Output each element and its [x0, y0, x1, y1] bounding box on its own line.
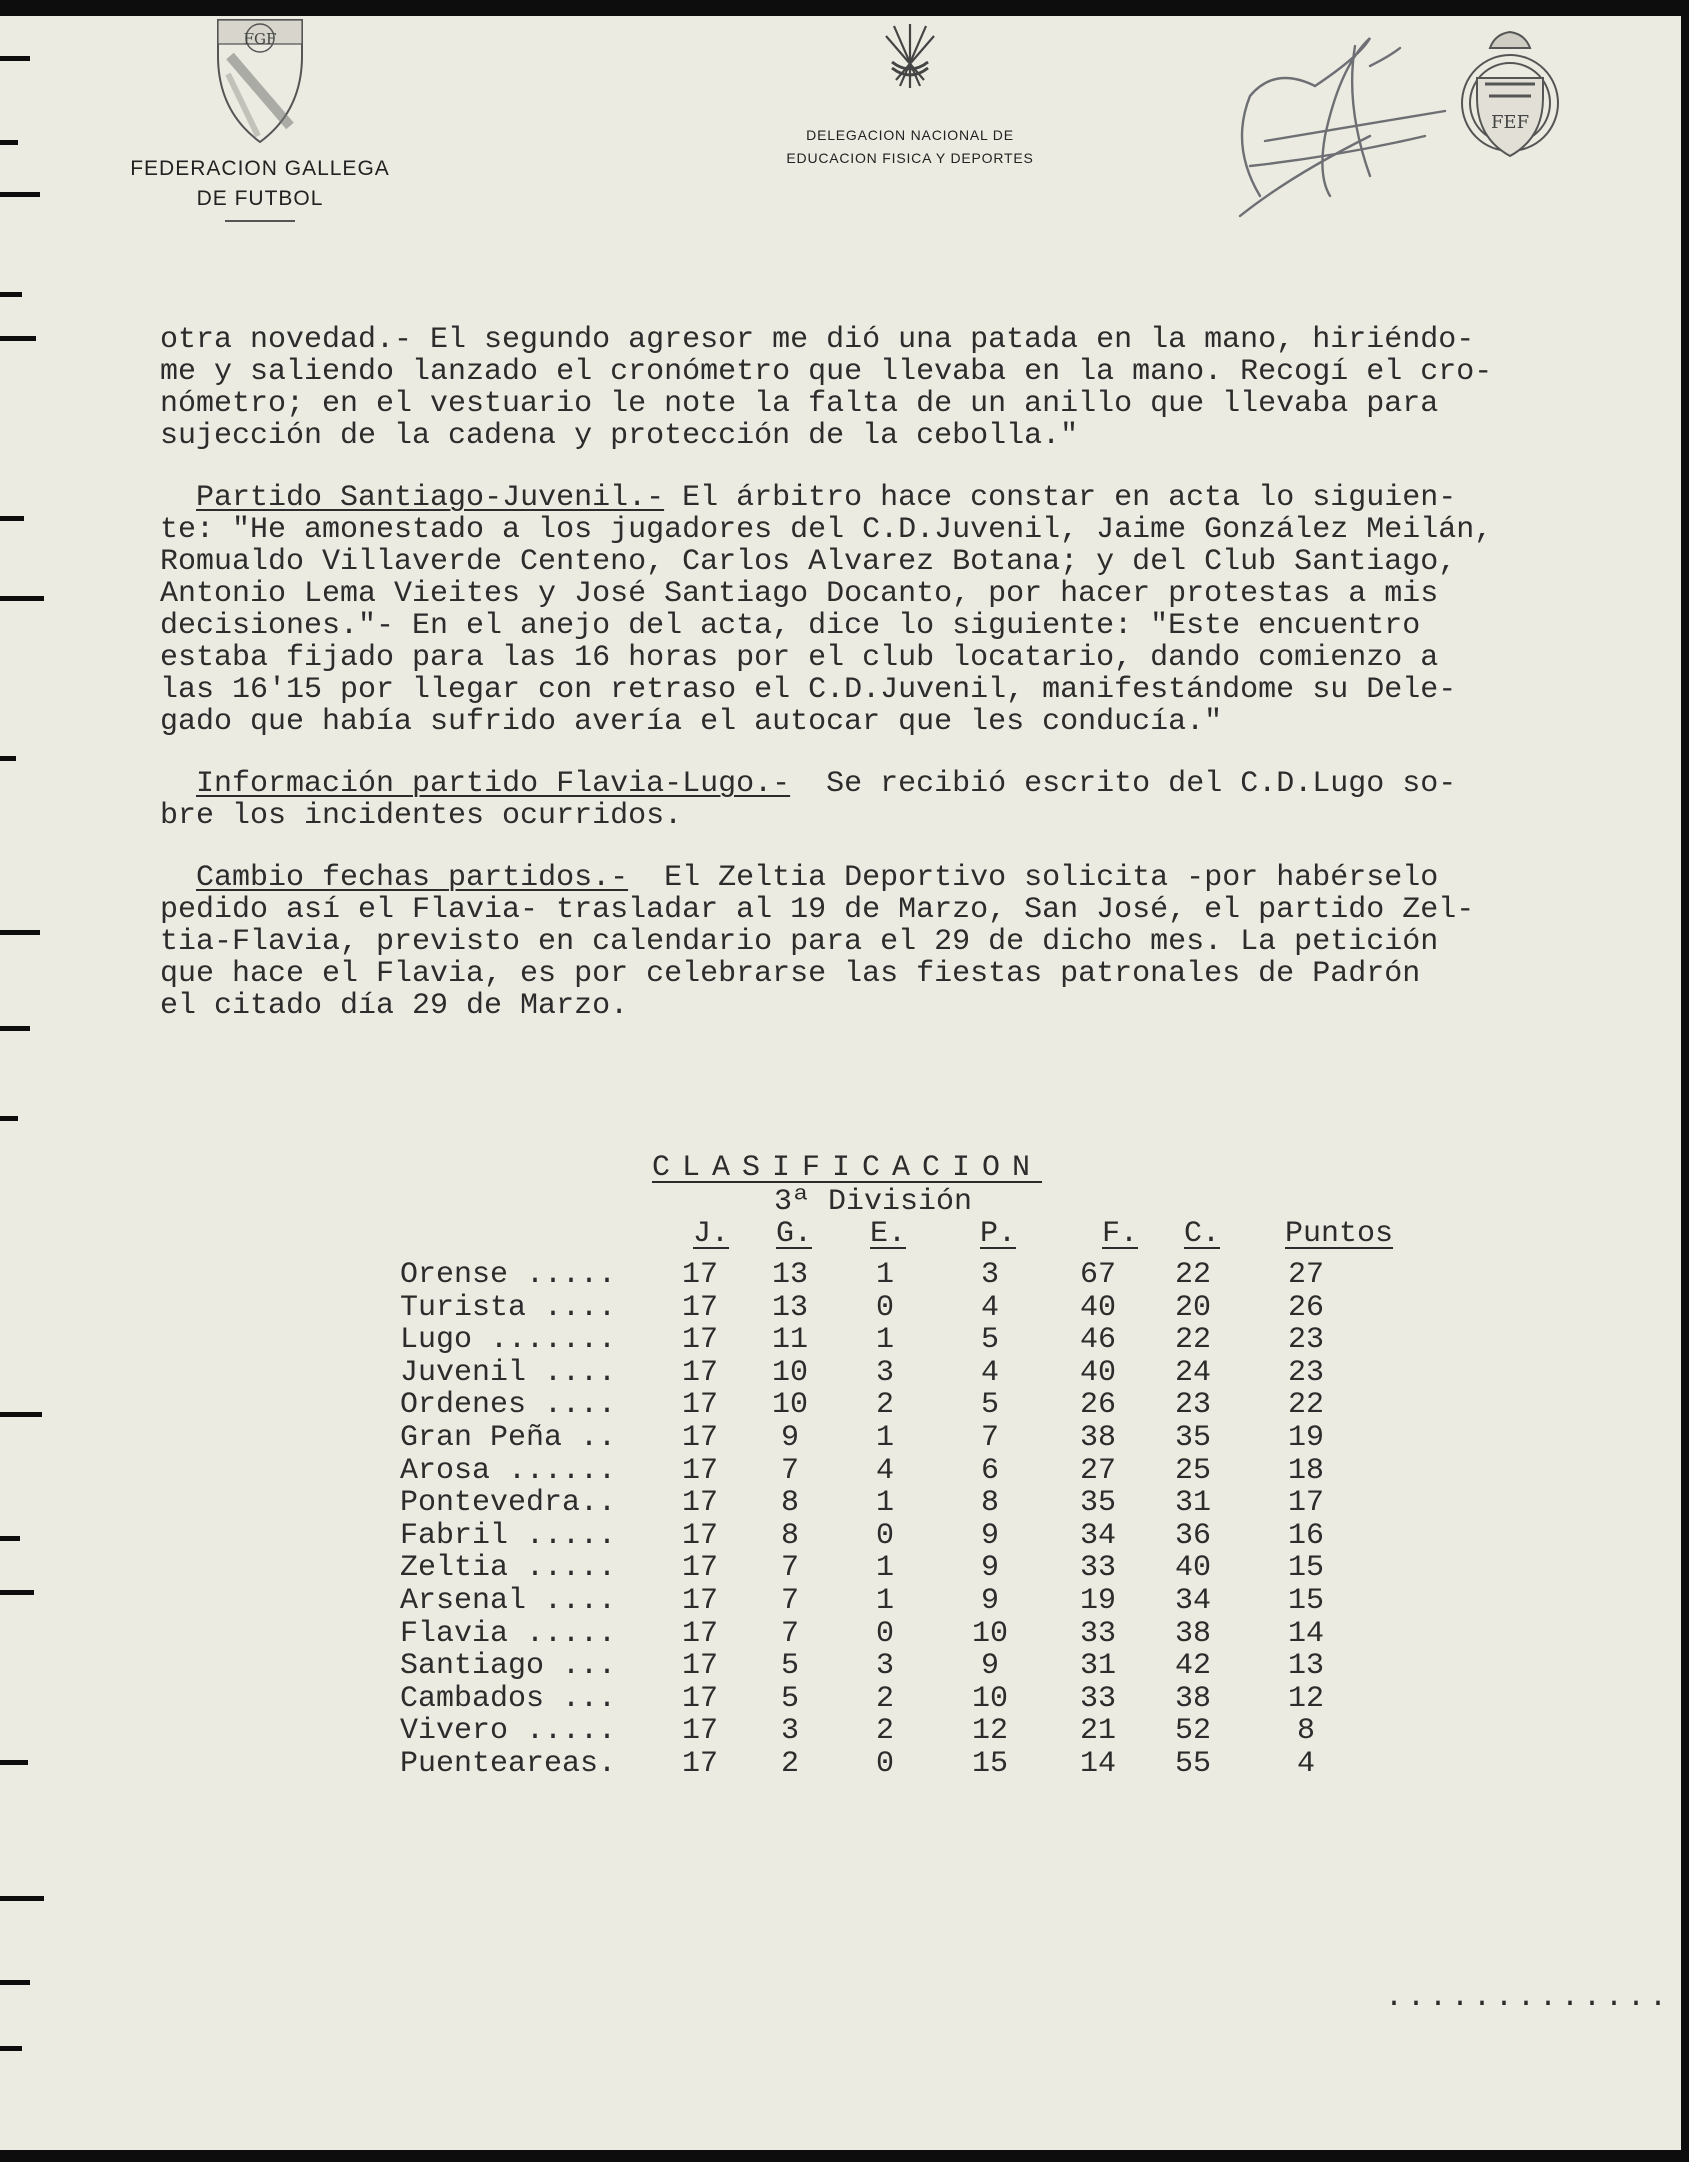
cell-goals-against: 25 [1174, 1453, 1211, 1488]
cell-won: 7 [780, 1551, 799, 1586]
cell-played: 17 [681, 1681, 718, 1716]
cell-drawn: 1 [875, 1583, 894, 1618]
heading-santiago-juvenil: Partido Santiago-Juvenil.- [196, 481, 665, 515]
cell-drawn: 1 [875, 1551, 894, 1586]
team-name: Cambados ... [400, 1681, 617, 1716]
table-row [380, 1487, 1480, 1520]
cell-played: 17 [681, 1420, 718, 1455]
team-name: Flavia ..... [400, 1616, 617, 1651]
cell-won: 9 [780, 1420, 799, 1455]
cell-played: 17 [681, 1551, 718, 1586]
cell-lost: 5 [980, 1388, 999, 1423]
table-row [380, 1357, 1480, 1390]
cell-won: 7 [780, 1583, 799, 1618]
heading-date-change: Cambio fechas partidos.- [196, 861, 629, 895]
table-row [380, 1748, 1480, 1781]
svg-text:FGF: FGF [243, 30, 277, 48]
table-row [380, 1259, 1480, 1292]
cell-goals-against: 34 [1174, 1583, 1211, 1618]
cell-played: 17 [681, 1258, 718, 1292]
cell-points: 4 [1296, 1746, 1315, 1781]
team-name: Ordenes .... [400, 1388, 617, 1423]
cell-goals-against: 22 [1174, 1258, 1211, 1292]
cell-played: 17 [681, 1649, 718, 1684]
cell-won: 13 [771, 1258, 808, 1292]
cell-won: 8 [780, 1486, 799, 1521]
paragraph-incident-report: otra novedad.- El segundo agresor me dió una patada en la mano, hiriéndo- me y saliendo lanzado el cronómetro que llevaba en la mano. Recogí el cro- nómetro; en el vestuario le note la falta de un anillo que llevaba para sujección de la cadena y protección de la cebolla." [160, 323, 1493, 453]
column-header-points: Puntos [1285, 1217, 1394, 1251]
cell-played: 17 [681, 1388, 718, 1423]
cell-won: 2 [780, 1746, 799, 1781]
cell-lost: 9 [980, 1649, 999, 1684]
cell-goals-against: 22 [1174, 1323, 1211, 1358]
cell-played: 17 [681, 1486, 718, 1521]
cell-goals-against: 40 [1174, 1551, 1211, 1586]
cell-points: 27 [1287, 1258, 1324, 1292]
table-row [380, 1618, 1480, 1651]
cell-lost: 4 [980, 1355, 999, 1390]
cell-drawn: 3 [875, 1649, 894, 1684]
federation-name: FEDERACION GALLEGA DE FUTBOL [130, 157, 390, 210]
team-name: Zeltia ..... [400, 1551, 617, 1586]
yoke-and-arrows-emblem-icon [880, 16, 940, 106]
federation-underline [225, 220, 295, 222]
continuation-dots: ............. [1385, 1981, 1672, 2015]
binding-edge-marks [0, 16, 60, 2150]
table-row [380, 1715, 1480, 1748]
team-name: Fabril ..... [400, 1518, 617, 1553]
cell-played: 17 [681, 1616, 718, 1651]
cell-goals-for: 33 [1079, 1551, 1116, 1586]
table-row [380, 1389, 1480, 1422]
cell-goals-against: 20 [1174, 1290, 1211, 1325]
cell-goals-for: 34 [1079, 1518, 1116, 1553]
cell-goals-against: 38 [1174, 1616, 1211, 1651]
cell-lost: 10 [971, 1616, 1008, 1651]
federation-crest-icon [210, 16, 310, 146]
standings-division: 3ª División [774, 1185, 973, 1219]
national-federation-crest-icon [1455, 28, 1565, 168]
paragraph-date-change [160, 862, 1650, 1022]
cell-goals-for: 46 [1079, 1323, 1116, 1358]
team-name: Pontevedra.. [400, 1486, 617, 1521]
team-name: Puenteareas. [400, 1746, 617, 1781]
cell-drawn: 1 [875, 1323, 894, 1358]
cell-goals-against: 55 [1174, 1746, 1211, 1781]
cell-points: 8 [1296, 1714, 1315, 1749]
cell-goals-for: 40 [1079, 1355, 1116, 1390]
cell-goals-for: 31 [1079, 1649, 1116, 1684]
table-row [380, 1552, 1480, 1585]
cell-goals-against: 23 [1174, 1388, 1211, 1423]
table-row [380, 1292, 1480, 1325]
cell-goals-against: 36 [1174, 1518, 1211, 1553]
cell-goals-against: 52 [1174, 1714, 1211, 1749]
cell-goals-for: 33 [1079, 1681, 1116, 1716]
cell-points: 17 [1287, 1486, 1324, 1521]
heading-flavia-lugo: Información partido Flavia-Lugo.- [196, 767, 791, 801]
cell-lost: 10 [971, 1681, 1008, 1716]
cell-drawn: 0 [875, 1616, 894, 1651]
paragraph-flavia-lugo [160, 768, 1650, 832]
team-name: Arsenal .... [400, 1583, 617, 1618]
cell-played: 17 [681, 1714, 718, 1749]
cell-won: 7 [780, 1453, 799, 1488]
team-name: Arosa ...... [400, 1453, 617, 1488]
cell-points: 23 [1287, 1355, 1324, 1390]
cell-won: 5 [780, 1649, 799, 1684]
team-name: Turista .... [400, 1290, 617, 1325]
cell-drawn: 0 [875, 1290, 894, 1325]
cell-lost: 3 [980, 1258, 999, 1292]
team-name: Juvenil .... [400, 1355, 617, 1390]
cell-drawn: 1 [875, 1420, 894, 1455]
cell-goals-for: 14 [1079, 1746, 1116, 1781]
standings-rows [380, 1259, 1480, 1781]
table-row [380, 1324, 1480, 1357]
cell-goals-against: 35 [1174, 1420, 1211, 1455]
cell-lost: 7 [980, 1420, 999, 1455]
team-name: Gran Peña .. [400, 1420, 617, 1455]
cell-goals-against: 38 [1174, 1681, 1211, 1716]
cell-goals-for: 35 [1079, 1486, 1116, 1521]
minutes-body [160, 324, 1650, 1052]
cell-points: 16 [1287, 1518, 1324, 1553]
delegation-header [760, 16, 1060, 170]
cell-played: 17 [681, 1746, 718, 1781]
cell-points: 23 [1287, 1323, 1324, 1358]
cell-won: 7 [780, 1616, 799, 1651]
cell-points: 12 [1287, 1681, 1324, 1716]
cell-won: 5 [780, 1681, 799, 1716]
cell-won: 10 [771, 1388, 808, 1423]
cell-goals-for: 19 [1079, 1583, 1116, 1618]
cell-lost: 12 [971, 1714, 1008, 1749]
cell-goals-against: 31 [1174, 1486, 1211, 1521]
column-header-drawn: E. [870, 1217, 907, 1251]
table-row [380, 1455, 1480, 1488]
handwritten-signature [1220, 26, 1470, 226]
cell-played: 17 [681, 1290, 718, 1325]
cell-won: 3 [780, 1714, 799, 1749]
cell-played: 17 [681, 1355, 718, 1390]
svg-text:FEF: FEF [1490, 112, 1530, 133]
delegation-name: DELEGACION NACIONAL DE EDUCACION FISICA Y DEPORTES [786, 127, 1034, 166]
cell-played: 17 [681, 1583, 718, 1618]
cell-drawn: 2 [875, 1714, 894, 1749]
team-name: Orense ..... [400, 1258, 617, 1292]
cell-lost: 9 [980, 1518, 999, 1553]
table-row [380, 1422, 1480, 1455]
cell-lost: 9 [980, 1551, 999, 1586]
cell-won: 13 [771, 1290, 808, 1325]
cell-drawn: 0 [875, 1746, 894, 1781]
cell-lost: 9 [980, 1583, 999, 1618]
paragraph-santiago-juvenil [160, 482, 1650, 738]
cell-played: 17 [681, 1453, 718, 1488]
table-row [380, 1650, 1480, 1683]
cell-points: 14 [1287, 1616, 1324, 1651]
cell-won: 10 [771, 1355, 808, 1390]
table-row [380, 1683, 1480, 1716]
cell-drawn: 2 [875, 1388, 894, 1423]
team-name: Lugo ....... [400, 1323, 617, 1358]
cell-drawn: 2 [875, 1681, 894, 1716]
cell-won: 8 [780, 1518, 799, 1553]
team-name: Vivero ..... [400, 1714, 617, 1749]
cell-drawn: 0 [875, 1518, 894, 1553]
cell-points: 26 [1287, 1290, 1324, 1325]
federation-header [95, 16, 425, 222]
cell-goals-against: 24 [1174, 1355, 1211, 1390]
cell-goals-for: 26 [1079, 1388, 1116, 1423]
cell-goals-for: 67 [1079, 1258, 1116, 1292]
cell-won: 11 [771, 1323, 808, 1358]
team-name: Santiago ... [400, 1649, 617, 1684]
column-header-won: G. [776, 1217, 813, 1251]
cell-goals-for: 27 [1079, 1453, 1116, 1488]
text-flavia-lugo: Se recibió escrito del C.D.Lugo so- bre los incidentes ocurridos. [160, 767, 1457, 833]
table-row [380, 1520, 1480, 1553]
cell-goals-for: 38 [1079, 1420, 1116, 1455]
column-header-goals-for: F. [1102, 1217, 1139, 1251]
cell-points: 19 [1287, 1420, 1324, 1455]
cell-points: 22 [1287, 1388, 1324, 1423]
cell-lost: 15 [971, 1746, 1008, 1781]
cell-points: 18 [1287, 1453, 1324, 1488]
cell-goals-against: 42 [1174, 1649, 1211, 1684]
text-date-change: El Zeltia Deportivo solicita -por habérselo pedido así el Flavia- trasladar al 19 de Marzo, San José, el partido Zel- tia-Flavia, previsto en calendario para el 29 de dicho mes. La petición que hace el Flavia, es por celebrarse las fiestas patronales de Padrón el citado día 29 de Marzo. [160, 861, 1475, 1023]
cell-goals-for: 21 [1079, 1714, 1116, 1749]
cell-played: 17 [681, 1323, 718, 1358]
standings-title: CLASIFICACION [652, 1151, 1043, 1185]
cell-drawn: 1 [875, 1486, 894, 1521]
column-header-lost: P. [980, 1217, 1017, 1251]
cell-lost: 8 [980, 1486, 999, 1521]
table-row [380, 1585, 1480, 1618]
cell-played: 17 [681, 1518, 718, 1553]
cell-points: 15 [1287, 1583, 1324, 1618]
cell-points: 13 [1287, 1649, 1324, 1684]
cell-drawn: 4 [875, 1453, 894, 1488]
cell-drawn: 1 [875, 1258, 894, 1292]
text-santiago-juvenil: El árbitro hace constar en acta lo siguien- te: "He amonestado a los jugadores del C.D.Juvenil, Jaime González Meilán, Romualdo Villaverde Centeno, Carlos Alvarez Botana; y del Club Santiago, Antonio Lema Vieites y José Santiago Docanto, por hacer protestas a mis decisiones."- En el anejo del acta, dice lo siguiente: "Este encuentro estaba fijado para las 16 horas por el club locatario, dando comienzo a las 16'15 por llegar con retraso el C.D.Juvenil, manifestándome su Dele- gado que había sufrido avería el autocar que les conducía." [160, 481, 1493, 739]
column-header-goals-against: C. [1184, 1217, 1221, 1251]
cell-goals-for: 40 [1079, 1290, 1116, 1325]
cell-lost: 4 [980, 1290, 999, 1325]
column-header-played: J. [693, 1217, 730, 1251]
cell-points: 15 [1287, 1551, 1324, 1586]
cell-goals-for: 33 [1079, 1616, 1116, 1651]
cell-lost: 6 [980, 1453, 999, 1488]
cell-drawn: 3 [875, 1355, 894, 1390]
cell-lost: 5 [980, 1323, 999, 1358]
